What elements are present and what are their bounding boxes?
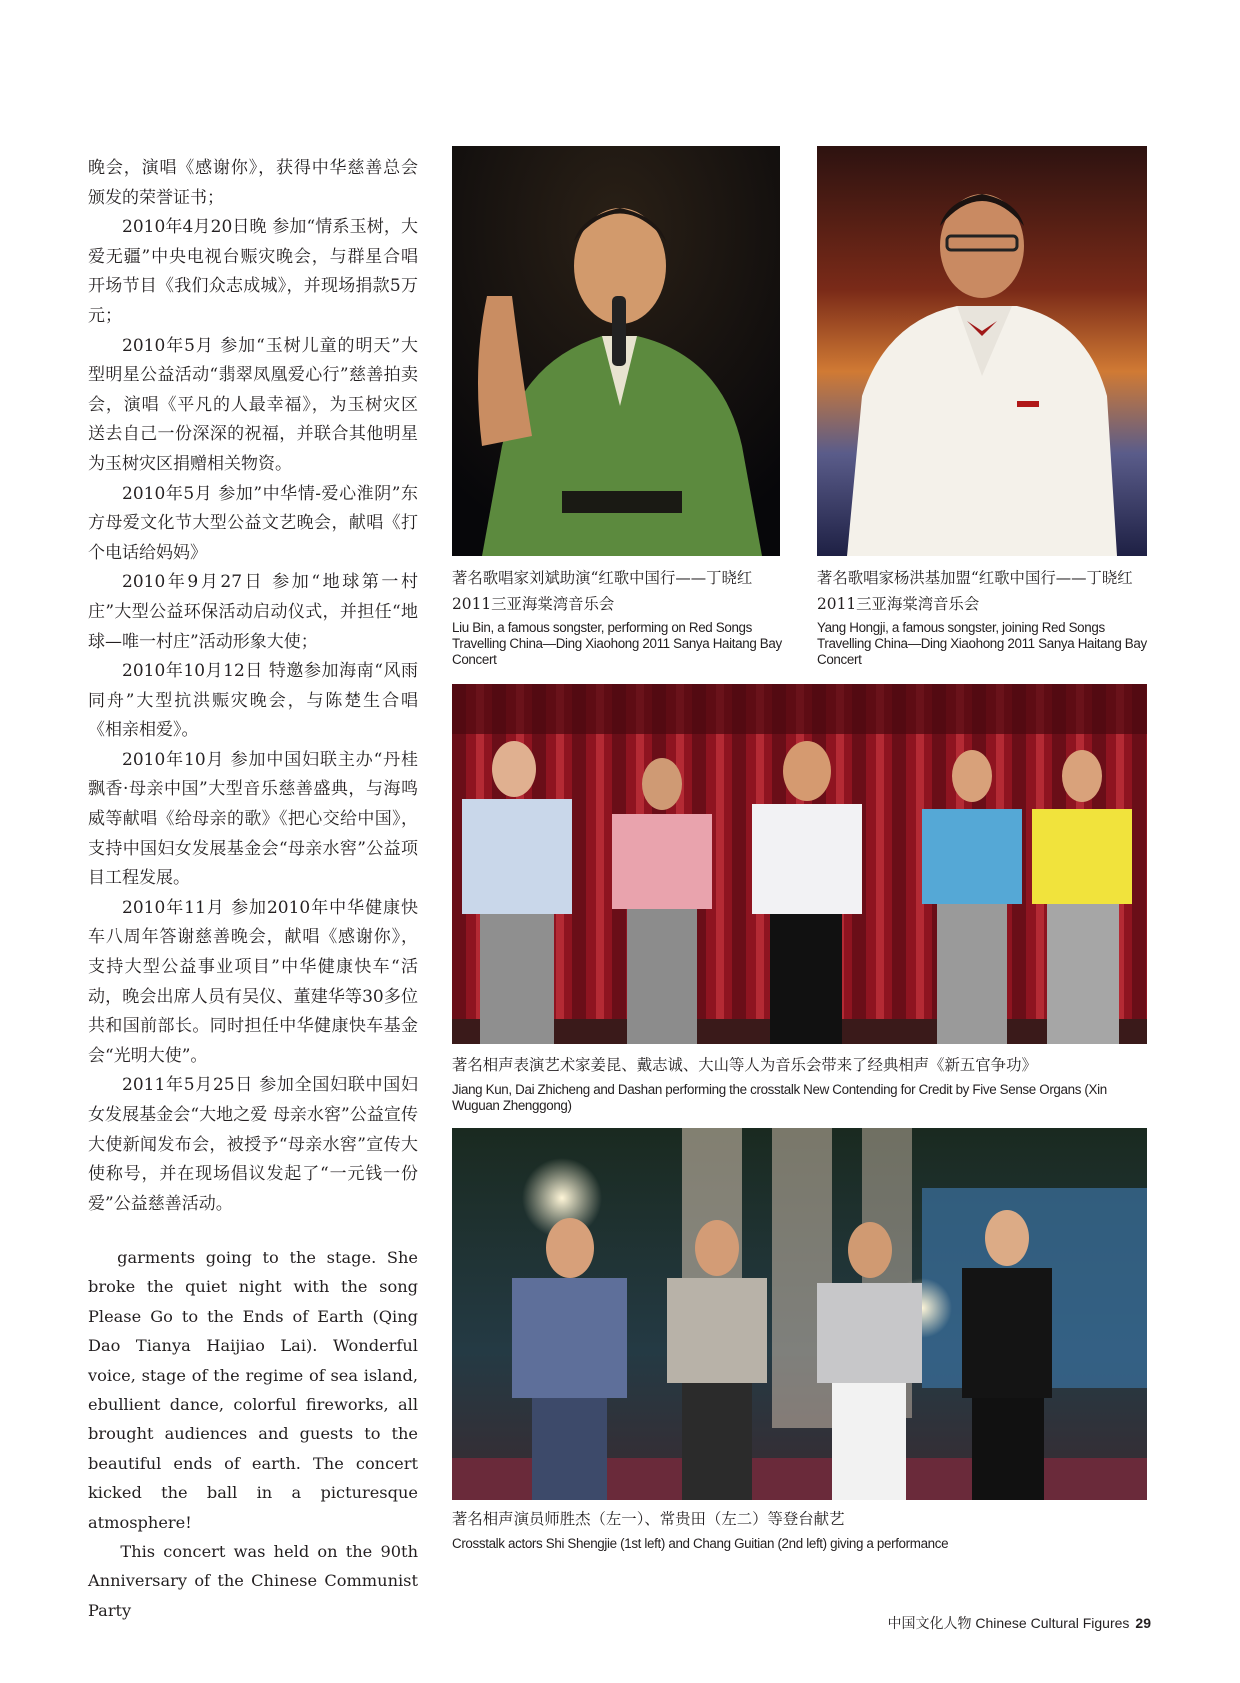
paragraph: garments going to the stage. She broke the quiet night with the song Please Go to the Ends of Earth (Qing Dao Tianya Haijiao Lai). Wonderful voice, stage of the regime of sea island, ebullient dance, colorful fireworks, all brought audiences and guests to the beautiful ends of earth. The concert kicked the ball in a picturesque atmosphere! [88, 1248, 418, 1532]
paragraph: 2010年5月 参加”中华情-爱心淮阴”东方母爱文化节大型公益文艺晚会，献唱《打个电话给妈妈》 [88, 483, 418, 563]
paragraph: 2010年10月 参加中国妇联主办“丹桂飘香·母亲中国”大型音乐慈善盛典，与海鸣威等献唱《给母亲的歌》《把心交给中国》，支持中国妇女发展基金会“母亲水窖”公益项目工程发展。 [88, 749, 418, 889]
photo-caption-zh: 著名歌唱家刘斌助演“红歌中国行——丁晓红2011三亚海棠湾音乐会 [452, 569, 753, 613]
photo-crosstalk-actors [452, 1128, 1147, 1500]
photo-caption-en: Liu Bin, a famous songster, performing on Red Songs Travelling China—Ding Xiaohong 2011 Sanya Haitang Bay Concert [452, 620, 782, 668]
paragraph: 2010年4月20日晚 参加“情系玉树，大爱无疆”中央电视台赈灾晚会，与群星合唱开场节目《我们众志成城》，并现场捐款5万元； [88, 217, 418, 326]
paragraph: 2010年5月 参加“玉树儿童的明天”大型明星公益活动“翡翠凤凰爱心行”慈善拍卖会，演唱《平凡的人最幸福》，为玉树灾区送去自己一份深深的祝福，并联合其他明星为玉树灾区捐赠相关物资。 [88, 335, 418, 474]
photo-caption-en: Yang Hongji, a famous songster, joining Red Songs Travelling China—Ding Xiaohong 2011 Sanya Haitang Bay Concert [817, 620, 1147, 668]
photo-crosstalk-group [452, 684, 1147, 1044]
paragraph: 2010年9月27日 参加“地球第一村庄”大型公益环保活动启动仪式，并担任“地球—唯一村庄”活动形象大使； [88, 572, 418, 652]
body-text-chinese [88, 154, 418, 1219]
paragraph: 2010年10月12日 特邀参加海南“风雨同舟”大型抗洪赈灾晚会，与陈楚生合唱《相亲相爱》。 [88, 661, 418, 741]
photo-caption-en: Jiang Kun, Dai Zhicheng and Dashan performing the crosstalk New Contending for Credit by Five Sense Organs (Xin Wuguan Zhenggong) [452, 1082, 1107, 1114]
photo-caption-zh: 著名相声表演艺术家姜昆、戴志诚、大山等人为音乐会带来了经典相声《新五官争功》 [452, 1056, 1037, 1074]
photo-caption-zh: 著名歌唱家杨洪基加盟“红歌中国行——丁晓红2011三亚海棠湾音乐会 [817, 569, 1133, 613]
photo-caption-en: Crosstalk actors Shi Shengjie (1st left) and Chang Guitian (2nd left) giving a performance [452, 1536, 949, 1551]
page-footer [887, 1613, 1151, 1633]
body-text-english [88, 1243, 418, 1625]
photo-caption-zh: 著名相声演员师胜杰（左一）、常贵田（左二）等登台献艺 [452, 1510, 845, 1528]
page-number: 29 [1135, 1615, 1151, 1631]
photo-liu-bin [452, 146, 780, 556]
photo-yang-hongji [817, 146, 1147, 556]
magazine-title: 中国文化人物 Chinese Cultural Figures [887, 1615, 1130, 1631]
paragraph: 晚会，演唱《感谢你》，获得中华慈善总会颁发的荣誉证书； [88, 158, 418, 208]
paragraph: This concert was held on the 90th Anniversary of the Chinese Communist Party [88, 1542, 418, 1620]
paragraph: 2010年11月 参加2010年中华健康快车八周年答谢慈善晚会，献唱《感谢你》，支持大型公益事业项目”中华健康快车“活动，晚会出席人员有吴仪、董建华等30多位共和国前部长。同时担任中华健康快车基金会“光明大使”。 [88, 897, 418, 1066]
paragraph: 2011年5月25日 参加全国妇联中国妇女发展基金会“大地之爱 母亲水窖”公益宣传大使新闻发布会，被授予“母亲水窖”宣传大使称号，并在现场倡议发起了“一元钱一份爱”公益慈善活动。 [88, 1075, 418, 1214]
